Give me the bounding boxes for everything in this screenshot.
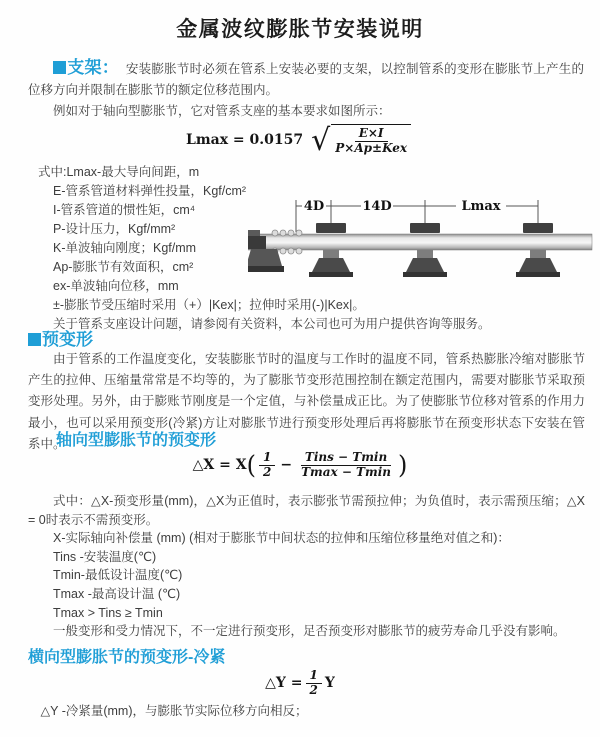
lateral-preform-formula xyxy=(0,669,600,698)
lateral-section-heading: 横向型膨胀节的预变形-冷紧 xyxy=(28,649,226,666)
support-heading: 支架： xyxy=(67,58,119,77)
dim-label-lmax: Lmax xyxy=(461,199,501,214)
support-note: 关于管系支座设计问题，请参阅有关资料，本公司也可为用户提供咨询等服务。 xyxy=(53,317,491,331)
pipe-support-diagram xyxy=(248,192,600,292)
formula-rhs: Y xyxy=(324,675,335,692)
axial-line: Tmax > Tins ≥ Tmin xyxy=(53,605,163,620)
fraction-denominator: Tmax − Tmin xyxy=(301,464,391,479)
fraction-numerator: E×I xyxy=(355,127,388,142)
axial-line: Tmin-最低设计温度(℃) xyxy=(53,568,183,583)
pipe xyxy=(248,234,592,250)
definition-line: P-设计压力，Kgf/mm² xyxy=(53,222,176,236)
minus-operator: − xyxy=(280,457,293,474)
close-paren: ) xyxy=(397,449,408,480)
definition-line: Ap-膨胀节有效面积，cm² xyxy=(53,260,194,274)
formula-lhs: Lmax = 0.0157 xyxy=(185,131,304,148)
fraction-denominator: 2 xyxy=(263,464,272,479)
axial-section-heading: 轴向型膨胀节的预变形 xyxy=(56,432,217,449)
fraction-denominator: P×Ap±Kex xyxy=(335,140,408,155)
lmax-formula xyxy=(0,124,600,156)
page-title: 金属波纹膨胀节安装说明 xyxy=(176,18,424,41)
axial-preform-formula xyxy=(0,451,600,480)
definition-line: K-单波轴向刚度；Kgf/mm xyxy=(53,241,197,255)
axial-line: Tmax -最高设计温 (℃) xyxy=(53,586,181,601)
axial-line: Tins -安装温度(℃) xyxy=(53,549,157,564)
fraction xyxy=(331,124,411,156)
fraction-temperature xyxy=(297,451,395,480)
definition-line: 式中:Lmax-最大导向间距，m xyxy=(38,165,200,179)
definition-line: ±-膨胀节受压缩时采用（+）|Kex|；拉伸时采用(-)|Kex|。 xyxy=(53,298,365,312)
axial-closing: 一般变形和受力情况下，不一定进行预变形，足否预变形对膨胀节的疲劳寿命几乎没有影响。 xyxy=(53,624,566,639)
fraction-half xyxy=(259,451,275,480)
support-example: 例如对于轴向型膨胀节，它对管系支座的基本要求如图所示： xyxy=(53,104,391,118)
dim-label-4d: 4D xyxy=(303,199,325,214)
section-marker-icon xyxy=(53,61,66,74)
fraction-denominator: 2 xyxy=(309,682,318,697)
axial-line: X-实际轴向补偿量 (mm) (相对于膨胀节中间状态的拉伸和压缩位移量绝对值之和)： xyxy=(53,531,510,546)
square-root-icon: √ xyxy=(311,122,331,158)
preform-heading-label: 预变形 xyxy=(42,330,93,349)
definition-line: ex-单波轴向位移，mm xyxy=(53,279,179,293)
axial-explanation xyxy=(28,492,585,641)
definition-line: I-管系管道的惯性矩，cm⁴ xyxy=(53,203,196,217)
fraction-numerator: Tins − Tmin xyxy=(301,451,391,466)
formula-lhs: △X = X xyxy=(192,457,247,474)
formula-lhs: △Y = xyxy=(265,675,303,692)
support-intro: 安装膨胀节时必须在管系上安装必要的支架，以控制管系的变形在膨胀节上产生的位移方向并限制在膨胀节的额定位移范围内。 xyxy=(28,62,584,97)
preform-body: 由于管系的工作温度变化，安装膨胀节时的温度与工作时的温度不同，管系热膨胀冷缩对膨胀节产生的拉伸、压缩量常常是不均等的，为了膨胀节变形范围控制在额定范围内，需要对膨胀节采取预变形处理。另外，由于膨账节刚度是一个定值，与补偿量成正比。为了使膨胀节位移对管系的作用力最小，也可以采用预变形(冷紧)方让对膨胀节进行预变形处理后再将膨胀节在预变形状态下安装在管系中。 xyxy=(28,352,585,451)
section-marker-icon xyxy=(28,333,41,346)
support-section xyxy=(28,57,584,101)
fraction-numerator: 1 xyxy=(306,669,322,684)
dim-label-14d: 14D xyxy=(362,199,392,214)
fraction-numerator: 1 xyxy=(259,451,275,466)
preform-section-heading xyxy=(28,325,93,350)
axial-para: 式中：△X-预变形量(mm)，△X为正值时，表示膨张节需预拉伸；为负值时，表示需预压缩；△X = 0时表示不需预变形。 xyxy=(28,494,585,527)
open-paren: ( xyxy=(246,449,256,480)
fraction-half xyxy=(306,669,322,698)
lateral-note: △Y -冷紧量(mm)，与膨胀节实际位移方向相反； xyxy=(40,704,308,718)
definition-line: E-管系管道材料弹性投量，Kgf/cm² xyxy=(53,184,247,198)
sqrt-expression xyxy=(311,124,414,156)
